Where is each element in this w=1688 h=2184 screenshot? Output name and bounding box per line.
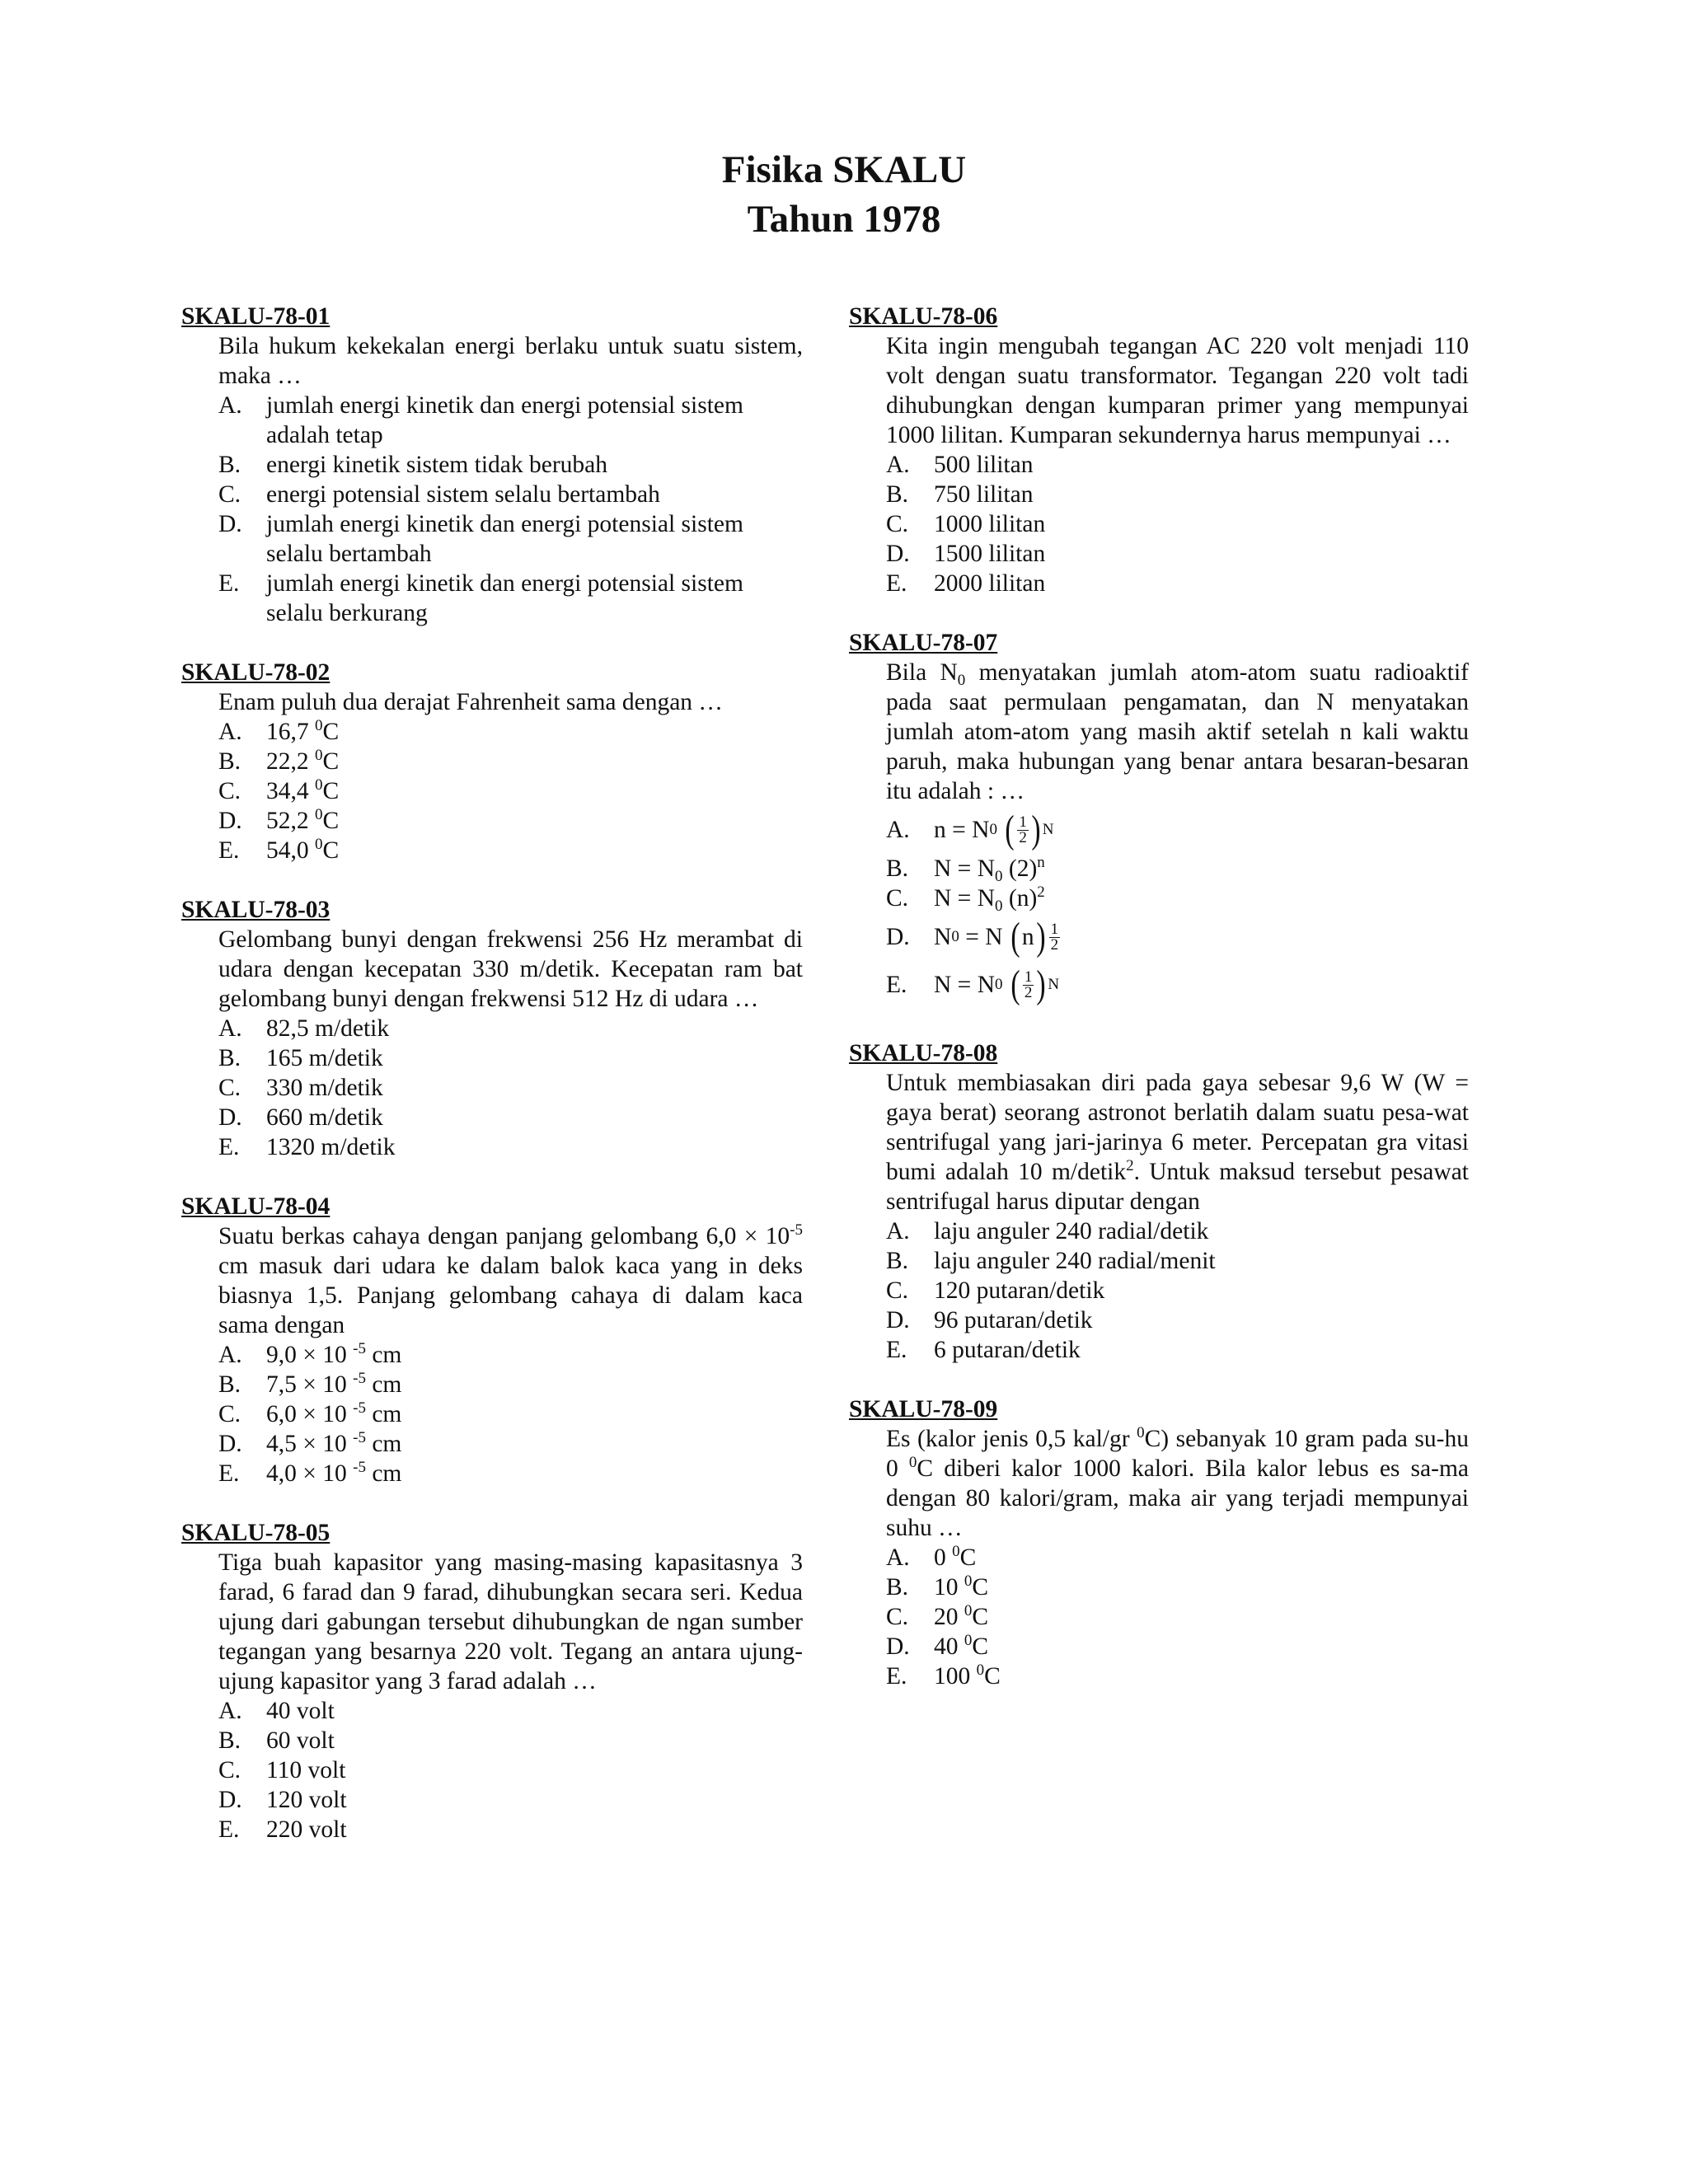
option-a: A. 40 volt	[218, 1698, 335, 1724]
question-skalu-78-08	[849, 1038, 1469, 1365]
right-column	[849, 302, 1469, 1721]
question-stem: Bila $N_0$ menyatakan jumlah atom-atom suatu radioaktif pada saat permulaan pengamatan, dan N menyatakan jumlah atom-atom yang masih aktif setelah n kali waktu paruh, maka hubungan yang benar antara besaran-besaran itu adalah : …	[886, 659, 1470, 804]
question-id: SKALU-78-02	[181, 659, 331, 686]
question-skalu-78-03	[181, 895, 803, 1162]
option-c: C. 34,4 $^0$C	[218, 776, 340, 804]
option-c: C. 6,0 × 10 $^{-5}$ cm	[218, 1399, 402, 1427]
option-e: E. jumlah energi kinetik dan energi potensial sistem selalu berkurang	[218, 570, 743, 626]
option-e: E. 220 volt	[218, 1816, 347, 1843]
question-id: SKALU-78-05	[181, 1520, 331, 1546]
option-a: A. 0 $^0$C	[886, 1543, 977, 1571]
question-id: SKALU-78-01	[181, 303, 331, 330]
option-a: A. 500 lilitan	[886, 452, 1034, 478]
option-c: C. 120 putaran/detik	[886, 1277, 1105, 1304]
question-skalu-78-01	[181, 302, 803, 628]
option-d: D. 52,2 $^0$C	[218, 806, 340, 834]
question-stem: Gelombang bunyi dengan frekwensi 256 Hz merambat di udara dengan kecepatan 330 m/detik. Kecepatan ram bat gelombang bunyi dengan frekwensi 512 Hz di udara …	[218, 926, 803, 1012]
question-skalu-78-06	[849, 302, 1469, 598]
option-c: C. 1000 lilitan	[886, 511, 1046, 537]
option-e: E. 2000 lilitan	[886, 570, 1046, 597]
formula: N = N 0 ( $\frac{1}{2}$ ) N	[934, 963, 1060, 1006]
question-id: SKALU-78-06	[849, 303, 998, 330]
option-b: B. 750 lilitan	[886, 481, 1034, 508]
option-c: C. energi potensial sistem selalu bertambah	[218, 481, 660, 508]
option-d: D. 40 $^0$C	[886, 1632, 989, 1660]
question-skalu-78-02	[181, 658, 803, 865]
option-list	[849, 806, 1469, 1009]
left-column	[181, 302, 803, 1874]
option-d: D. N 0 = N ( n ) $\frac{1}{2}$	[886, 913, 1469, 961]
option-list	[181, 1340, 803, 1488]
question-stem: Es (kalor jenis 0,5 kal/gr $^0$C) sebanyak 10 gram pada su-hu 0 $^0$C diberi kalor 1000 kalori. Bila kalor lebus es sa-ma dengan 80 kalori/gram, maka air yang terjadi mempunyai suhu …	[886, 1424, 1469, 1541]
formula: N 0 = N ( n ) $\frac{1}{2}$	[934, 915, 1059, 958]
option-d: D. 4,5 × 10 $^{-5}$ cm	[218, 1429, 402, 1457]
option-b: B. 10 $^0$C	[886, 1572, 989, 1601]
question-stem: Suatu berkas cahaya dengan panjang gelombang $6,0 \times 10^{-5}$ cm masuk dari udara ke dalam balok kaca yang in deks biasnya 1,5. Panjang gelombang cahaya di dalam kaca sama dengan	[218, 1221, 803, 1338]
option-a: A. 82,5 m/detik	[218, 1015, 390, 1042]
question-stem: Bila hukum kekekalan energi berlaku untuk suatu sistem, maka …	[218, 333, 803, 389]
option-a: A. laju anguler 240 radial/detik	[886, 1218, 1209, 1244]
option-list	[181, 717, 803, 865]
question-skalu-78-09	[849, 1394, 1469, 1691]
option-e: E. N = N 0 ( $\frac{1}{2}$ ) N	[886, 961, 1469, 1009]
option-a: A. 9,0 × 10 $^{-5}$ cm	[218, 1340, 402, 1368]
formula: n = N 0 ( $\frac{1}{2}$ ) N	[934, 808, 1054, 851]
question-id: SKALU-78-08	[849, 1040, 998, 1066]
option-b: B. energi kinetik sistem tidak berubah	[218, 452, 607, 478]
option-b: B. 7,5 × 10 $^{-5}$ cm	[218, 1370, 402, 1398]
question-id: SKALU-78-04	[181, 1193, 331, 1220]
option-e: E. 100 $^0$C	[886, 1661, 1001, 1690]
page-title	[0, 145, 1688, 244]
title-line-1: Fisika SKALU	[721, 148, 967, 191]
option-b: B. 60 volt	[218, 1727, 335, 1754]
option-d: D. 96 putaran/detik	[886, 1307, 1093, 1333]
option-list	[849, 450, 1469, 598]
option-b: B. 165 m/detik	[218, 1045, 383, 1071]
option-d: D. 120 volt	[218, 1787, 347, 1813]
option-b: B. laju anguler 240 radial/menit	[886, 1248, 1216, 1274]
option-c: C. 330 m/detik	[218, 1075, 383, 1101]
option-e: E. 54,0 $^0$C	[218, 836, 340, 864]
question-id: SKALU-78-03	[181, 897, 331, 923]
option-d: D. 660 m/detik	[218, 1104, 383, 1131]
title-line-2: Tahun 1978	[747, 198, 941, 241]
option-d: D. jumlah energi kinetik dan energi potensial sistem selalu bertambah	[218, 511, 743, 567]
option-d: D. 1500 lilitan	[886, 541, 1046, 567]
option-a: A. 16,7 $^0$C	[218, 717, 340, 745]
option-e: E. 1320 m/detik	[218, 1134, 396, 1160]
option-list	[849, 1216, 1469, 1365]
option-list	[181, 391, 803, 628]
question-stem: Kita ingin mengubah tegangan AC 220 volt menjadi 110 volt dengan suatu transformator. Tegangan 220 volt tadi dihubungkan dengan kumparan primer yang mempunyai 1000 lilitan. Kumparan sekundernya harus mempunyai …	[886, 333, 1469, 448]
option-a: A. jumlah energi kinetik dan energi potensial sistem adalah tetap	[218, 392, 743, 448]
option-b: B. $N = N_0$ $(2)^n$	[886, 854, 1045, 885]
question-skalu-78-04	[181, 1192, 803, 1488]
option-a: A. n = N 0 ( $\frac{1}{2}$ ) N	[886, 806, 1469, 854]
option-c: C. 20 $^0$C	[886, 1602, 989, 1630]
option-e: E. 4,0 × 10 $^{-5}$ cm	[218, 1459, 402, 1487]
question-id: SKALU-78-09	[849, 1396, 998, 1422]
option-c: C. $N = N_0$ $(n)^2$	[886, 883, 1045, 915]
question-id: SKALU-78-07	[849, 630, 998, 656]
option-list	[181, 1696, 803, 1844]
question-skalu-78-05	[181, 1518, 803, 1844]
option-c: C. 110 volt	[218, 1757, 346, 1783]
question-stem: Untuk membiasakan diri pada gaya sebesar 9,6 W (W = gaya berat) seorang astronot berlatih dalam suatu pesa-wat sentrifugal yang jari-jarinya 6 meter. Percepatan gra vitasi bumi adalah 10 m/detik$^2$. Untuk maksud tersebut pesawat sentrifugal harus diputar dengan	[886, 1070, 1469, 1215]
question-skalu-78-07	[849, 628, 1469, 1009]
option-list	[181, 1014, 803, 1162]
option-list	[849, 1543, 1469, 1691]
option-e: E. 6 putaran/detik	[886, 1337, 1081, 1363]
question-stem: Tiga buah kapasitor yang masing-masing kapasitasnya 3 farad, 6 farad dan 9 farad, dihubungkan secara seri. Kedua ujung dari gabungan tersebut dihubungkan de ngan sumber tegangan yang besarnya 220 volt. Tegang an antara ujung-ujung kapasitor yang 3 farad adalah …	[218, 1549, 803, 1694]
option-b: B. 22,2 $^0$C	[218, 747, 340, 775]
question-stem: Enam puluh dua derajat Fahrenheit sama dengan …	[218, 689, 723, 715]
